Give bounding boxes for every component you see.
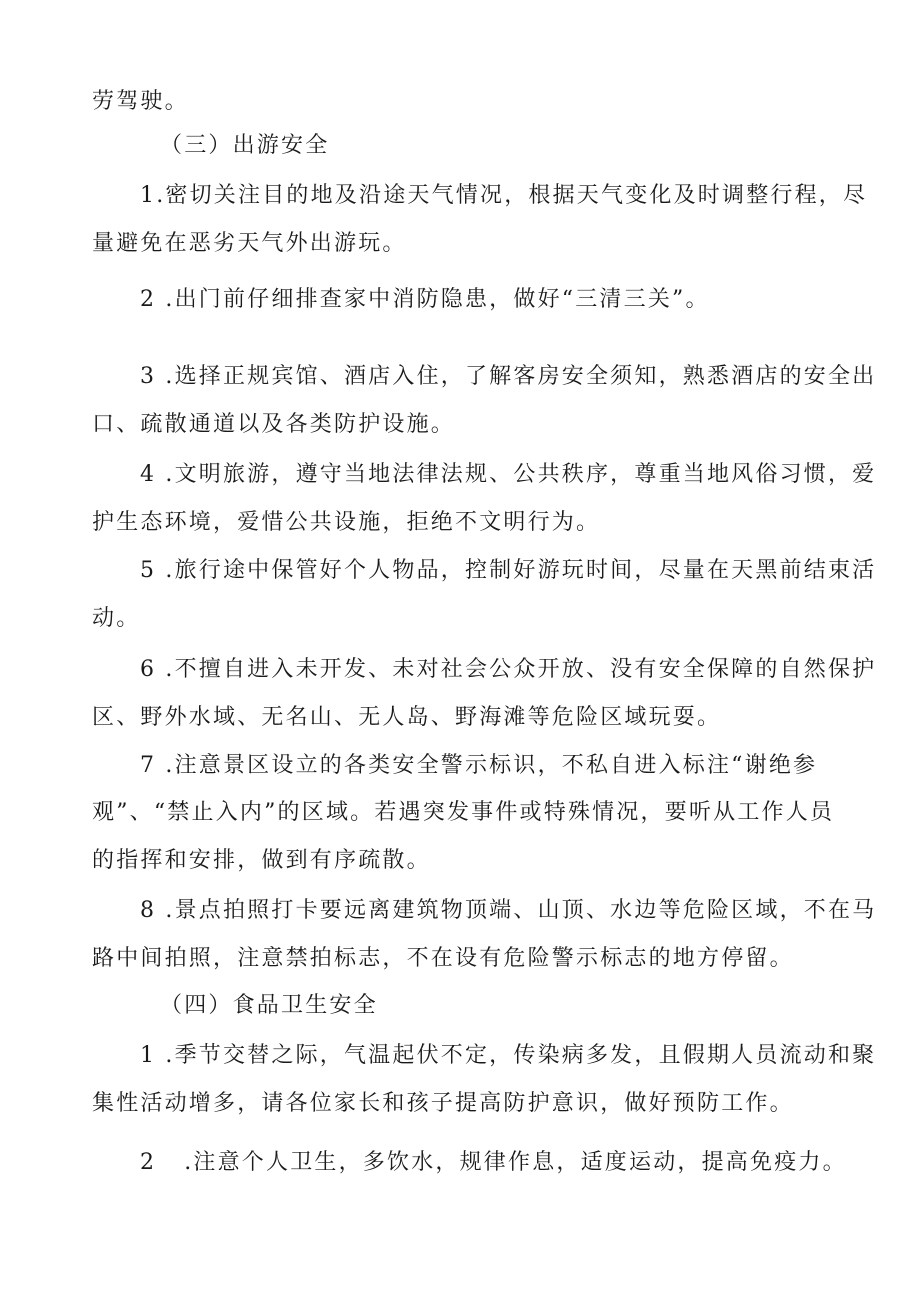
paragraph-line: 路中间拍照，注意禁拍标志，不在设有危险警示标志的地方停留。 [92, 946, 794, 971]
paragraph-line: 2 .出门前仔细排查家中消防隐患，做好“三清三关”。 [140, 287, 710, 312]
section-heading-food-safety: （四）食品卫生安全 [160, 993, 378, 1018]
paragraph-line: 区、野外水域、无名山、无人岛、野海滩等危险区域玩耍。 [92, 705, 722, 730]
paragraph-line: 的指挥和安排，做到有序疏散。 [92, 848, 431, 873]
item-text: .注意个人卫生，多饮水，规律作息，适度运动，提高免疫力。 [184, 1150, 847, 1175]
paragraph-line: 7 .注意景区设立的各类安全警示标识，不私自进入标注“谢绝参 [140, 753, 818, 778]
paragraph-line: 1 .季节交替之际，气温起伏不定，传染病多发，且假期人员流动和聚 [140, 1043, 877, 1068]
paragraph-line: 动。 [92, 606, 141, 631]
paragraph-line: 6 .不擅自进入未开发、未对社会公众开放、没有安全保障的自然保护 [140, 657, 877, 682]
paragraph-line: 护生态环境，爱惜公共设施，拒绝不文明行为。 [92, 510, 601, 535]
paragraph-line: 4 .文明旅游，遵守当地法律法规、公共秩序，尊重当地风俗习惯，爱 [140, 462, 877, 487]
paragraph-line: 口、疏散通道以及各类防护设施。 [92, 412, 456, 437]
paragraph-line: 观”、“禁止入内”的区域。若遇突发事件或特殊情况，要听从工作人员 [92, 800, 835, 825]
paragraph-line: 8 .景点拍照打卡要远离建筑物顶端、山顶、水边等危险区域，不在马 [140, 898, 877, 923]
paragraph-line: 劳驾驶。 [92, 89, 189, 114]
paragraph-line: 集性活动增多，请各位家长和孩子提高防护意识，做好预防工作。 [92, 1091, 794, 1116]
item-number: 2 [140, 1150, 157, 1175]
section-heading-travel-safety: （三）出游安全 [160, 133, 330, 158]
paragraph-line: 3 .选择正规宾馆、酒店入住，了解客房安全须知，熟悉酒店的安全出 [140, 364, 877, 389]
paragraph-line: 量避免在恶劣天气外出游玩。 [92, 231, 407, 256]
paragraph-line: 5 .旅行途中保管好个人物品，控制好游玩时间，尽量在天黑前结束活 [140, 558, 877, 583]
paragraph-line [140, 1148, 890, 1178]
paragraph-line: 1.密切关注目的地及沿途天气情况，根据天气变化及时调整行程，尽 [140, 183, 868, 208]
